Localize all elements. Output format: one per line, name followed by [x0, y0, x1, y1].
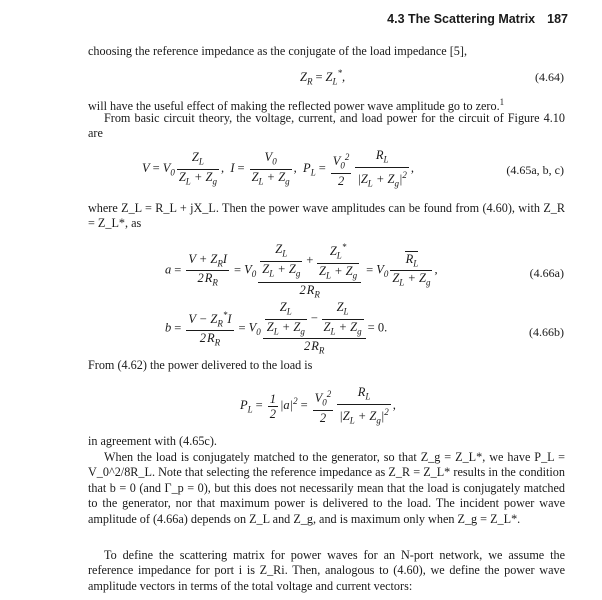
paragraph-power-delivered: From (4.62) the power delivered to the load is	[88, 358, 313, 372]
equation-load-power: $P_L$ = $\frac{1}{2}$ $|a|^2$ = $\frac{V_0^2}{2}$ $\frac{R_L}{|Z_L + Z_g|^2}$ ,	[240, 385, 396, 426]
equation-number-4-65: (4.65a, b, c)	[506, 163, 564, 177]
equation-number-4-66a: (4.66a)	[529, 266, 564, 280]
equation-4-65: $V = V_0$ $\frac{Z_L}{Z_L + Z_g}$ , I = $\frac{V_0}{Z_L + Z_g}$ , $P_L$ = $\frac{V_0^2}{2}$ $\frac{R_L}{|Z_L + Z_g|^2}$ ,	[142, 148, 415, 189]
footnote-marker: 1	[499, 97, 505, 107]
paragraph-conjugate-match: When the load is conjugately matched to the generator, so that Z_g = Z_L*, we have P_L = V_0^2/8R_L. Note that selecting the reference impedance as Z_R = Z_L* results in the condition that b = 0 (and Γ_p = 0), but this does not necessarily mean that the load is conjugately matched to the generator, nor that maximum power is delivered to the load. The incident power wave amplitude of (4.66a) depends on Z_L and Z_g, and is maximum only when Z_g = Z_L*.	[88, 450, 565, 526]
paragraph-scattering-matrix: To define the scattering matrix for power waves for an N-port network, we assume the reference impedance for port i is Z_Ri. Then, analogous to (4.60), we define the power wave amplitude vectors in terms of the total voltage and current vectors:	[88, 548, 565, 593]
page-number: 187	[547, 12, 568, 26]
section-title: 4.3 The Scattering Matrix	[387, 12, 536, 26]
paragraph-circuit-theory: From basic circuit theory, the voltage, current, and load power for the circuit of Figure 4.10 are	[88, 111, 565, 141]
equation-4-64: $Z_R = Z_L^*$,	[300, 68, 346, 87]
paragraph-power-waves: where Z_L = R_L + jX_L. Then the power wave amplitudes can be found from (4.60), with Z_R = Z_L*, as	[88, 201, 565, 231]
equation-number-4-66b: (4.66b)	[529, 325, 564, 339]
equation-4-66a: a = $\frac{V + Z_RI}{2R_R}$ = $V_0$ $\frac{Z_L}{Z_L + Z_g}$ + $\frac{Z_L^*}{Z_L + Z_g}$ $2R_R$ = $V_0$ $\frac{R_L}{Z_L + Z_g}$ ,	[165, 242, 438, 300]
equation-number-4-64: (4.64)	[535, 70, 564, 84]
paragraph-reflected: will have the useful effect of making the reflected power wave amplitude go to zero.$^1$	[88, 97, 505, 114]
paragraph-intro: choosing the reference impedance as the conjugate of the load impedance [5],	[88, 44, 467, 58]
paragraph-agreement: in agreement with (4.65c).	[88, 434, 217, 448]
running-header	[387, 12, 568, 26]
equation-4-66b-result: = 0.	[367, 320, 388, 335]
equation-4-66b: b = $\frac{V - Z_R^*I}{2R_R}$ = $V_0$ $\frac{Z_L}{Z_L + Z_g}$ − $\frac{Z_L}{Z_L + Z_g}$ $2R_R$ = 0.	[165, 300, 388, 356]
